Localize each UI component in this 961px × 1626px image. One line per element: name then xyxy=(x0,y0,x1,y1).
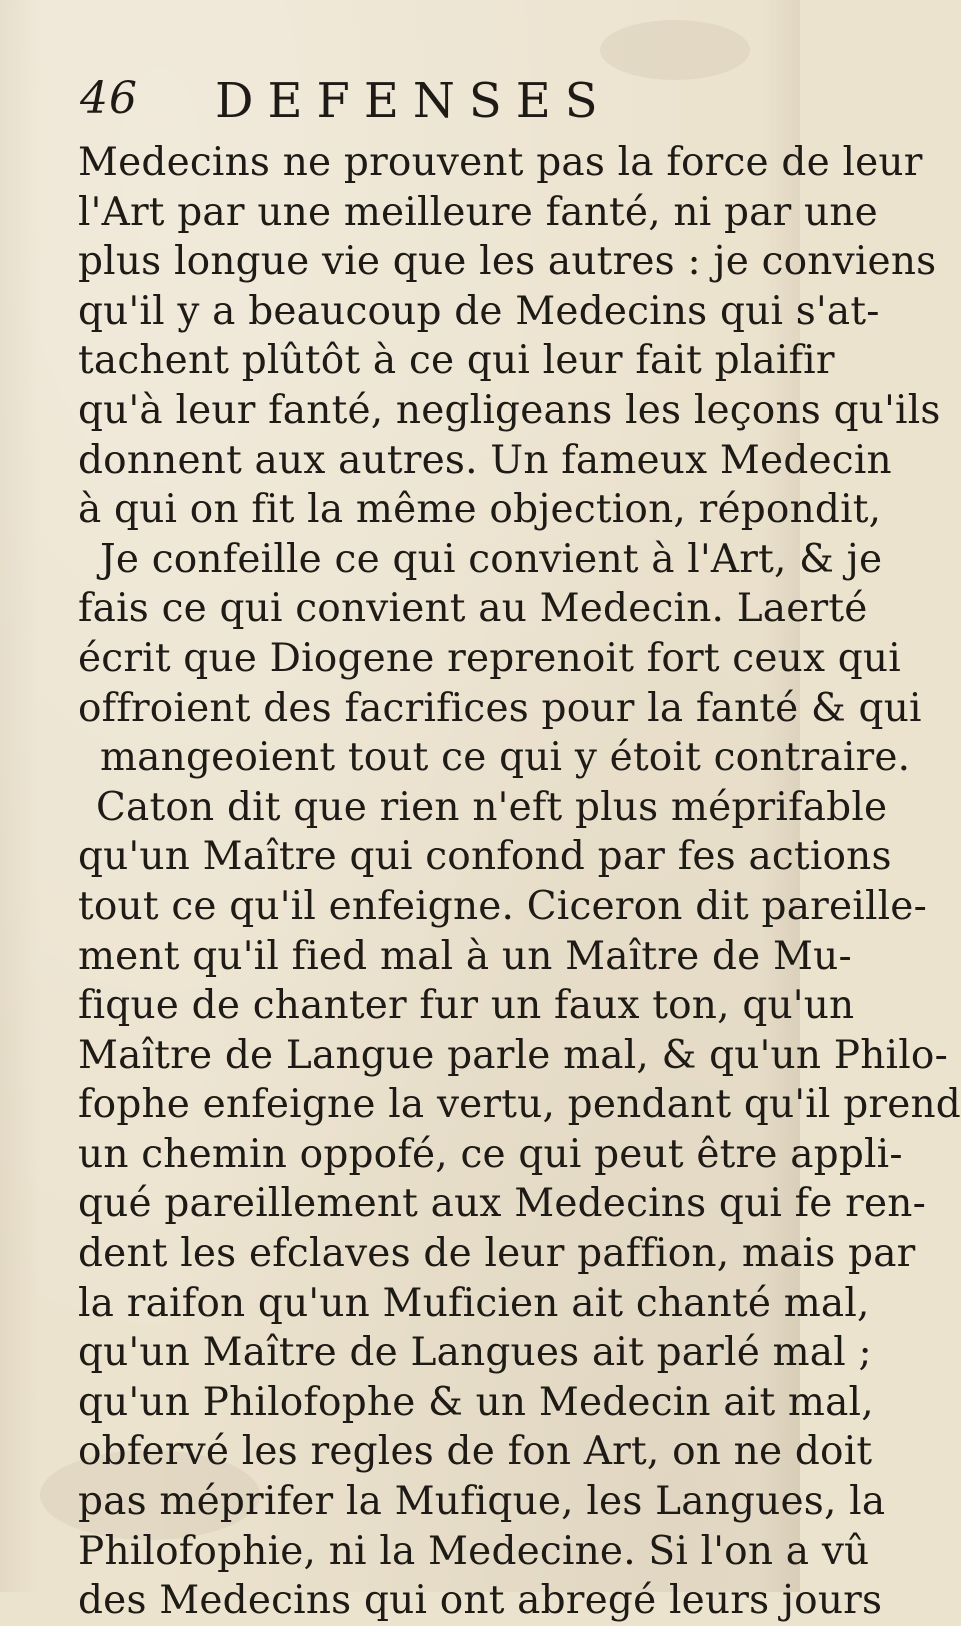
text-line: à qui on fit la même objection, répondit, xyxy=(78,487,882,533)
text-line: offroient des facrifices pour la fanté & qui xyxy=(78,685,922,731)
text-line: Maître de Langue parle mal, & qu'un Philo- xyxy=(78,1032,948,1078)
text-line: ment qu'il fied mal à un Maître de Mu- xyxy=(78,933,852,979)
page-number: 46 xyxy=(80,73,138,124)
text-line: fophe enfeigne la vertu, pendant qu'il prend xyxy=(78,1082,961,1128)
text-line: fique de chanter fur un faux ton, qu'un xyxy=(78,983,855,1029)
text-line: dent les efclaves de leur paffion, mais par xyxy=(78,1231,916,1277)
text-line: plus longue vie que les autres : je conviens xyxy=(78,239,937,285)
text-line: qu'un Maître qui confond par fes actions xyxy=(78,834,892,880)
text-line: Caton dit que rien n'eft plus méprifable xyxy=(96,784,888,830)
text-line: tachent plûtôt à ce qui leur fait plaifir xyxy=(78,338,835,384)
body-text xyxy=(78,138,961,1626)
running-head: DEFENSES xyxy=(215,73,612,129)
text-line: qu'un Philofophe & un Medecin ait mal, xyxy=(78,1379,874,1425)
text-line: l'Art par une meilleure fanté, ni par une xyxy=(78,189,878,235)
text-line: obfervé les regles de fon Art, on ne doit xyxy=(78,1429,873,1475)
text-line: Medecins ne prouvent pas la force de leur xyxy=(78,140,923,185)
text-line: un chemin oppofé, ce qui peut être appli- xyxy=(78,1131,903,1177)
text-line: fais ce qui convient au Medecin. Laerté xyxy=(78,586,868,632)
text-line: mangeoient tout ce qui y étoit contraire. xyxy=(100,735,911,781)
page-header xyxy=(80,55,720,129)
text-line: des Medecins qui ont abregé leurs jours xyxy=(78,1578,883,1624)
text-line: qu'à leur fanté, negligeans les leçons qu'ils xyxy=(78,387,941,433)
text-line: la raifon qu'un Muficien ait chanté mal, xyxy=(78,1280,870,1326)
text-line: Je confeille ce qui convient à l'Art, & je xyxy=(100,536,883,582)
text-line: qué pareillement aux Medecins qui fe ren- xyxy=(78,1181,926,1227)
text-line: qu'un Maître de Langues ait parlé mal ; xyxy=(78,1330,872,1376)
text-line: écrit que Diogene reprenoit fort ceux qui xyxy=(78,635,901,681)
text-line: pas méprifer la Mufique, les Langues, la xyxy=(78,1479,886,1525)
text-line: tout ce qu'il enfeigne. Ciceron dit pareille- xyxy=(78,883,927,929)
text-line: qu'il y a beaucoup de Medecins qui s'at- xyxy=(78,288,880,334)
text-line: Philofophie, ni la Medecine. Si l'on a vû xyxy=(78,1528,870,1574)
text-line: donnent aux autres. Un fameux Medecin xyxy=(78,437,892,483)
